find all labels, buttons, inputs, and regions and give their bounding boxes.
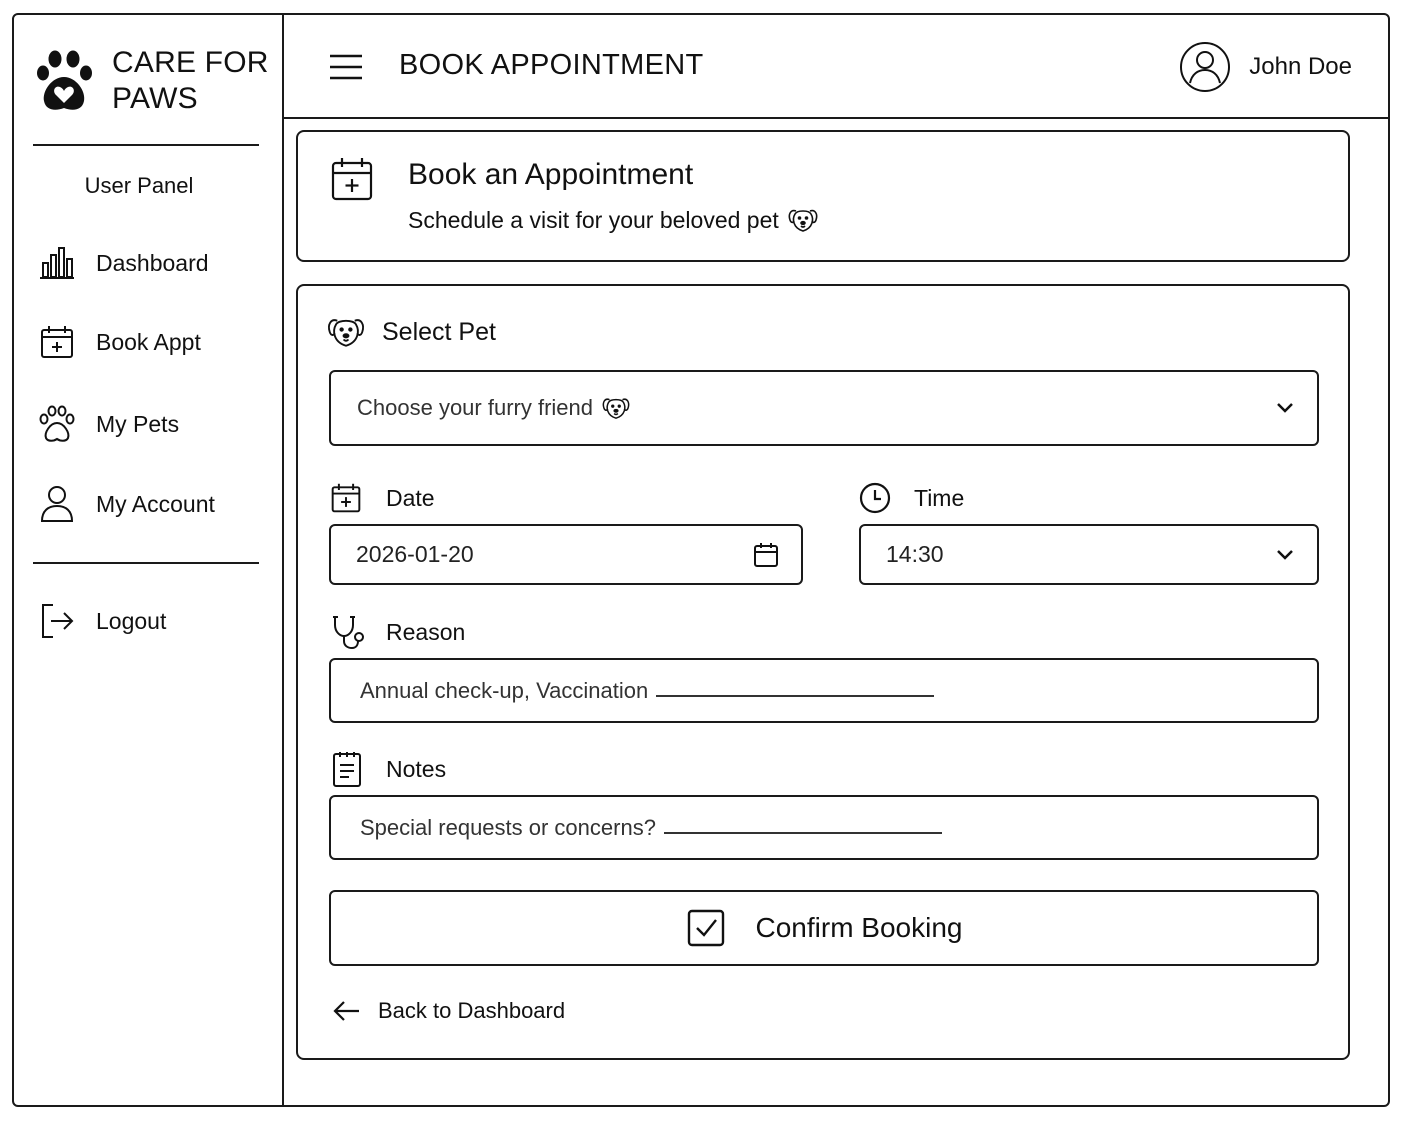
- paw-heart-icon: [34, 47, 102, 115]
- chevron-down-icon: [1275, 401, 1295, 415]
- input-underline: [664, 822, 942, 834]
- sidebar-item-label: My Account: [96, 490, 215, 517]
- calendar-plus-icon: [330, 478, 370, 518]
- logout-icon: [38, 602, 76, 640]
- notes-label: [330, 749, 446, 789]
- dog-face-icon: [326, 312, 366, 352]
- time-label: [858, 478, 964, 518]
- page-title: BOOK APPOINTMENT: [399, 49, 704, 81]
- calendar-plus-icon: [38, 323, 76, 361]
- paw-icon: [38, 405, 76, 443]
- chevron-down-icon: [1275, 548, 1295, 562]
- back-to-dashboard-label: Back to Dashboard: [378, 998, 566, 1023]
- back-to-dashboard-link[interactable]: [332, 998, 565, 1024]
- date-label-text: Date: [386, 484, 435, 511]
- sidebar-divider-bottom: [33, 562, 259, 564]
- intro-card: [296, 130, 1350, 262]
- intro-subtitle-text: Schedule a visit for your beloved pet: [408, 206, 779, 233]
- input-underline: [656, 685, 934, 697]
- brand[interactable]: [34, 45, 269, 117]
- pet-select[interactable]: [329, 370, 1319, 446]
- confirm-booking-label: Confirm Booking: [755, 912, 963, 943]
- sidebar: [14, 15, 284, 1105]
- dog-face-icon: [787, 206, 819, 234]
- notes-input[interactable]: [329, 795, 1319, 860]
- menu-icon[interactable]: [328, 53, 364, 81]
- checkbox-check-icon: [686, 908, 726, 948]
- pet-select-placeholder: Choose your furry friend: [357, 395, 593, 420]
- reason-label-text: Reason: [386, 618, 466, 645]
- logout-label: Logout: [96, 607, 167, 634]
- booking-form-card: [296, 284, 1350, 1060]
- sidebar-divider-top: [33, 144, 259, 146]
- sidebar-item-label: My Pets: [96, 410, 180, 437]
- user-menu[interactable]: [1179, 41, 1352, 93]
- select-pet-label: [326, 312, 496, 352]
- time-value: 14:30: [886, 541, 944, 567]
- date-input[interactable]: [329, 524, 803, 585]
- bar-chart-icon: [38, 244, 76, 282]
- notes-label-text: Notes: [386, 755, 447, 782]
- intro-title: Book an Appointment: [408, 158, 694, 191]
- clock-icon: [858, 478, 898, 518]
- panel-title: User Panel: [84, 173, 194, 198]
- notes-placeholder: Special requests or concerns?: [360, 814, 656, 840]
- time-select[interactable]: [859, 524, 1319, 585]
- confirm-booking-button[interactable]: [329, 890, 1319, 966]
- stethoscope-icon: [330, 612, 370, 652]
- date-label: [330, 478, 435, 518]
- date-value: 2026-01-20: [356, 541, 474, 567]
- reason-label: [330, 612, 465, 652]
- time-label-text: Time: [914, 484, 965, 511]
- sidebar-item-label: Dashboard: [96, 249, 209, 276]
- brand-name-line1: CARE FOR: [112, 46, 269, 79]
- sidebar-item-my-account[interactable]: [38, 482, 215, 526]
- calendar-icon[interactable]: [753, 542, 779, 568]
- reason-input[interactable]: [329, 658, 1319, 723]
- notepad-icon: [330, 749, 370, 789]
- calendar-plus-icon: [330, 156, 374, 202]
- sidebar-item-label: Book Appt: [96, 328, 201, 355]
- sidebar-item-dashboard[interactable]: [38, 241, 209, 285]
- user-name: John Doe: [1249, 53, 1352, 80]
- sidebar-item-my-pets[interactable]: [38, 402, 179, 446]
- brand-name: [112, 45, 269, 117]
- sidebar-item-book-appt[interactable]: [38, 320, 201, 364]
- top-header: [284, 15, 1388, 119]
- arrow-left-icon: [332, 1000, 360, 1022]
- select-pet-label-text: Select Pet: [382, 317, 496, 346]
- reason-placeholder: Annual check-up, Vaccination: [360, 677, 649, 703]
- person-icon: [38, 485, 76, 523]
- brand-name-line2: PAWS: [112, 82, 198, 115]
- sidebar-item-logout[interactable]: [38, 599, 166, 643]
- intro-subtitle: [408, 206, 819, 234]
- dog-face-icon: [601, 395, 631, 421]
- user-avatar-icon: [1179, 41, 1231, 93]
